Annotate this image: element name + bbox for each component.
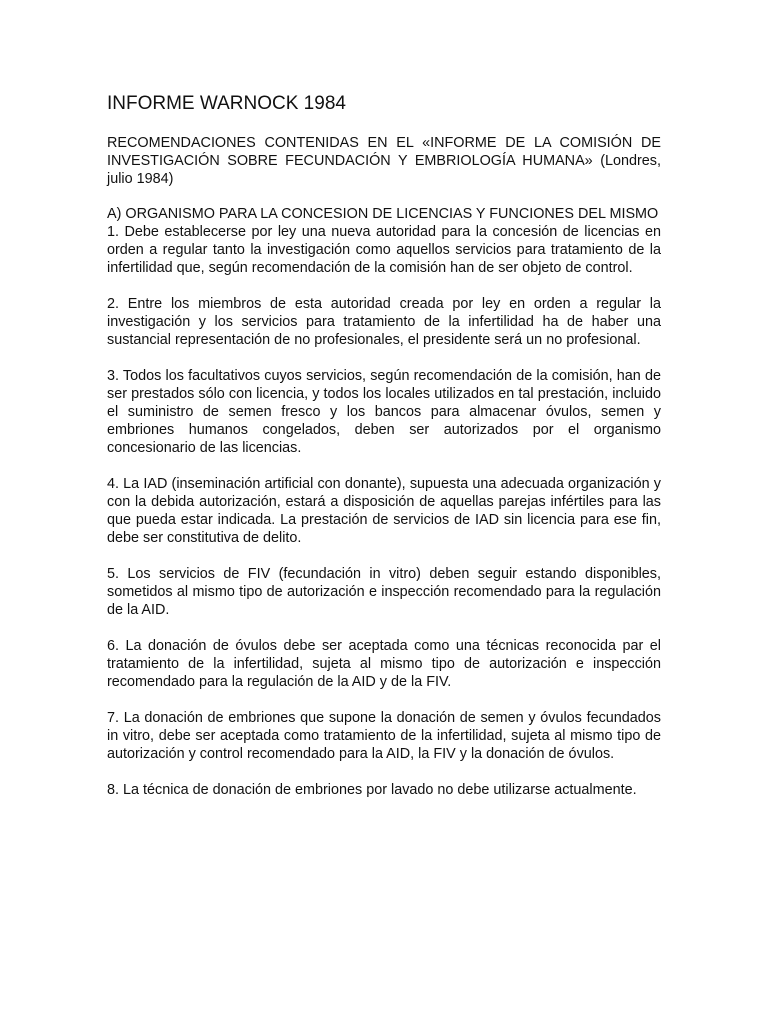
paragraph-2: 2. Entre los miembros de esta autoridad creada por ley en orden a regular la investigación y los servicios para tratamiento de la infertilidad ha de haber una sustancial representación de no profesionales, el presidente será un no profesional. xyxy=(107,296,661,348)
section-heading: A) ORGANISMO PARA LA CONCESION DE LICENCIAS Y FUNCIONES DEL MISMO xyxy=(107,206,659,222)
paragraph-7: 7. La donación de embriones que supone la donación de semen y óvulos fecundados in vitro, debe ser aceptada como tratamiento de la infertilidad, sujeta al mismo tipo de autorización y control recomendado para la AID, la FIV y la donación de óvulos. xyxy=(107,710,661,762)
document-subtitle: RECOMENDACIONES CONTENIDAS EN EL «INFORME DE LA COMISIÓN DE INVESTIGACIÓN SOBRE FECUNDACIÓN Y EMBRIOLOGÍA HUMANA» (Londres, julio 1984) xyxy=(107,135,661,187)
paragraph-4: 4. La IAD (inseminación artificial con donante), supuesta una adecuada organización y con la debida autorización, estará a disposición de aquellas parejas infértiles para las que pueda estar indicada. La prestación de servicios de IAD sin licencia para ese fin, debe ser constitutiva de delito. xyxy=(107,476,661,546)
document-page xyxy=(107,93,661,817)
paragraph-5: 5. Los servicios de FIV (fecundación in vitro) deben seguir estando disponibles, sometidos al mismo tipo de autorización e inspección recomendado para la regulación de la AID. xyxy=(107,566,661,618)
paragraph-6: 6. La donación de óvulos debe ser aceptada como una técnicas reconocida par el tratamiento de la infertilidad, sujeta al mismo tipo de autorización e inspección recomendado para la regulación de la AID y de la FIV. xyxy=(107,638,661,690)
paragraph-1: 1. Debe establecerse por ley una nueva autoridad para la concesión de licencias en orden a regular tanto la investigación como aquellos servicios para tratamiento de la infertilidad que, según recomendación de la comisión han de ser objeto de control. xyxy=(107,224,661,276)
paragraph-3: 3. Todos los facultativos cuyos servicios, según recomendación de la comisión, han de ser prestados sólo con licencia, y todos los locales utilizados en tal prestación, incluido el suministro de semen fresco y los bancos para almacenar óvulos, semen y embriones humanos congelados, deben ser autorizados por el organismo concesionario de las licencias. xyxy=(107,368,661,456)
document-title: INFORME WARNOCK 1984 xyxy=(107,93,346,114)
paragraph-8: 8. La técnica de donación de embriones por lavado no debe utilizarse actualmente. xyxy=(107,782,637,798)
